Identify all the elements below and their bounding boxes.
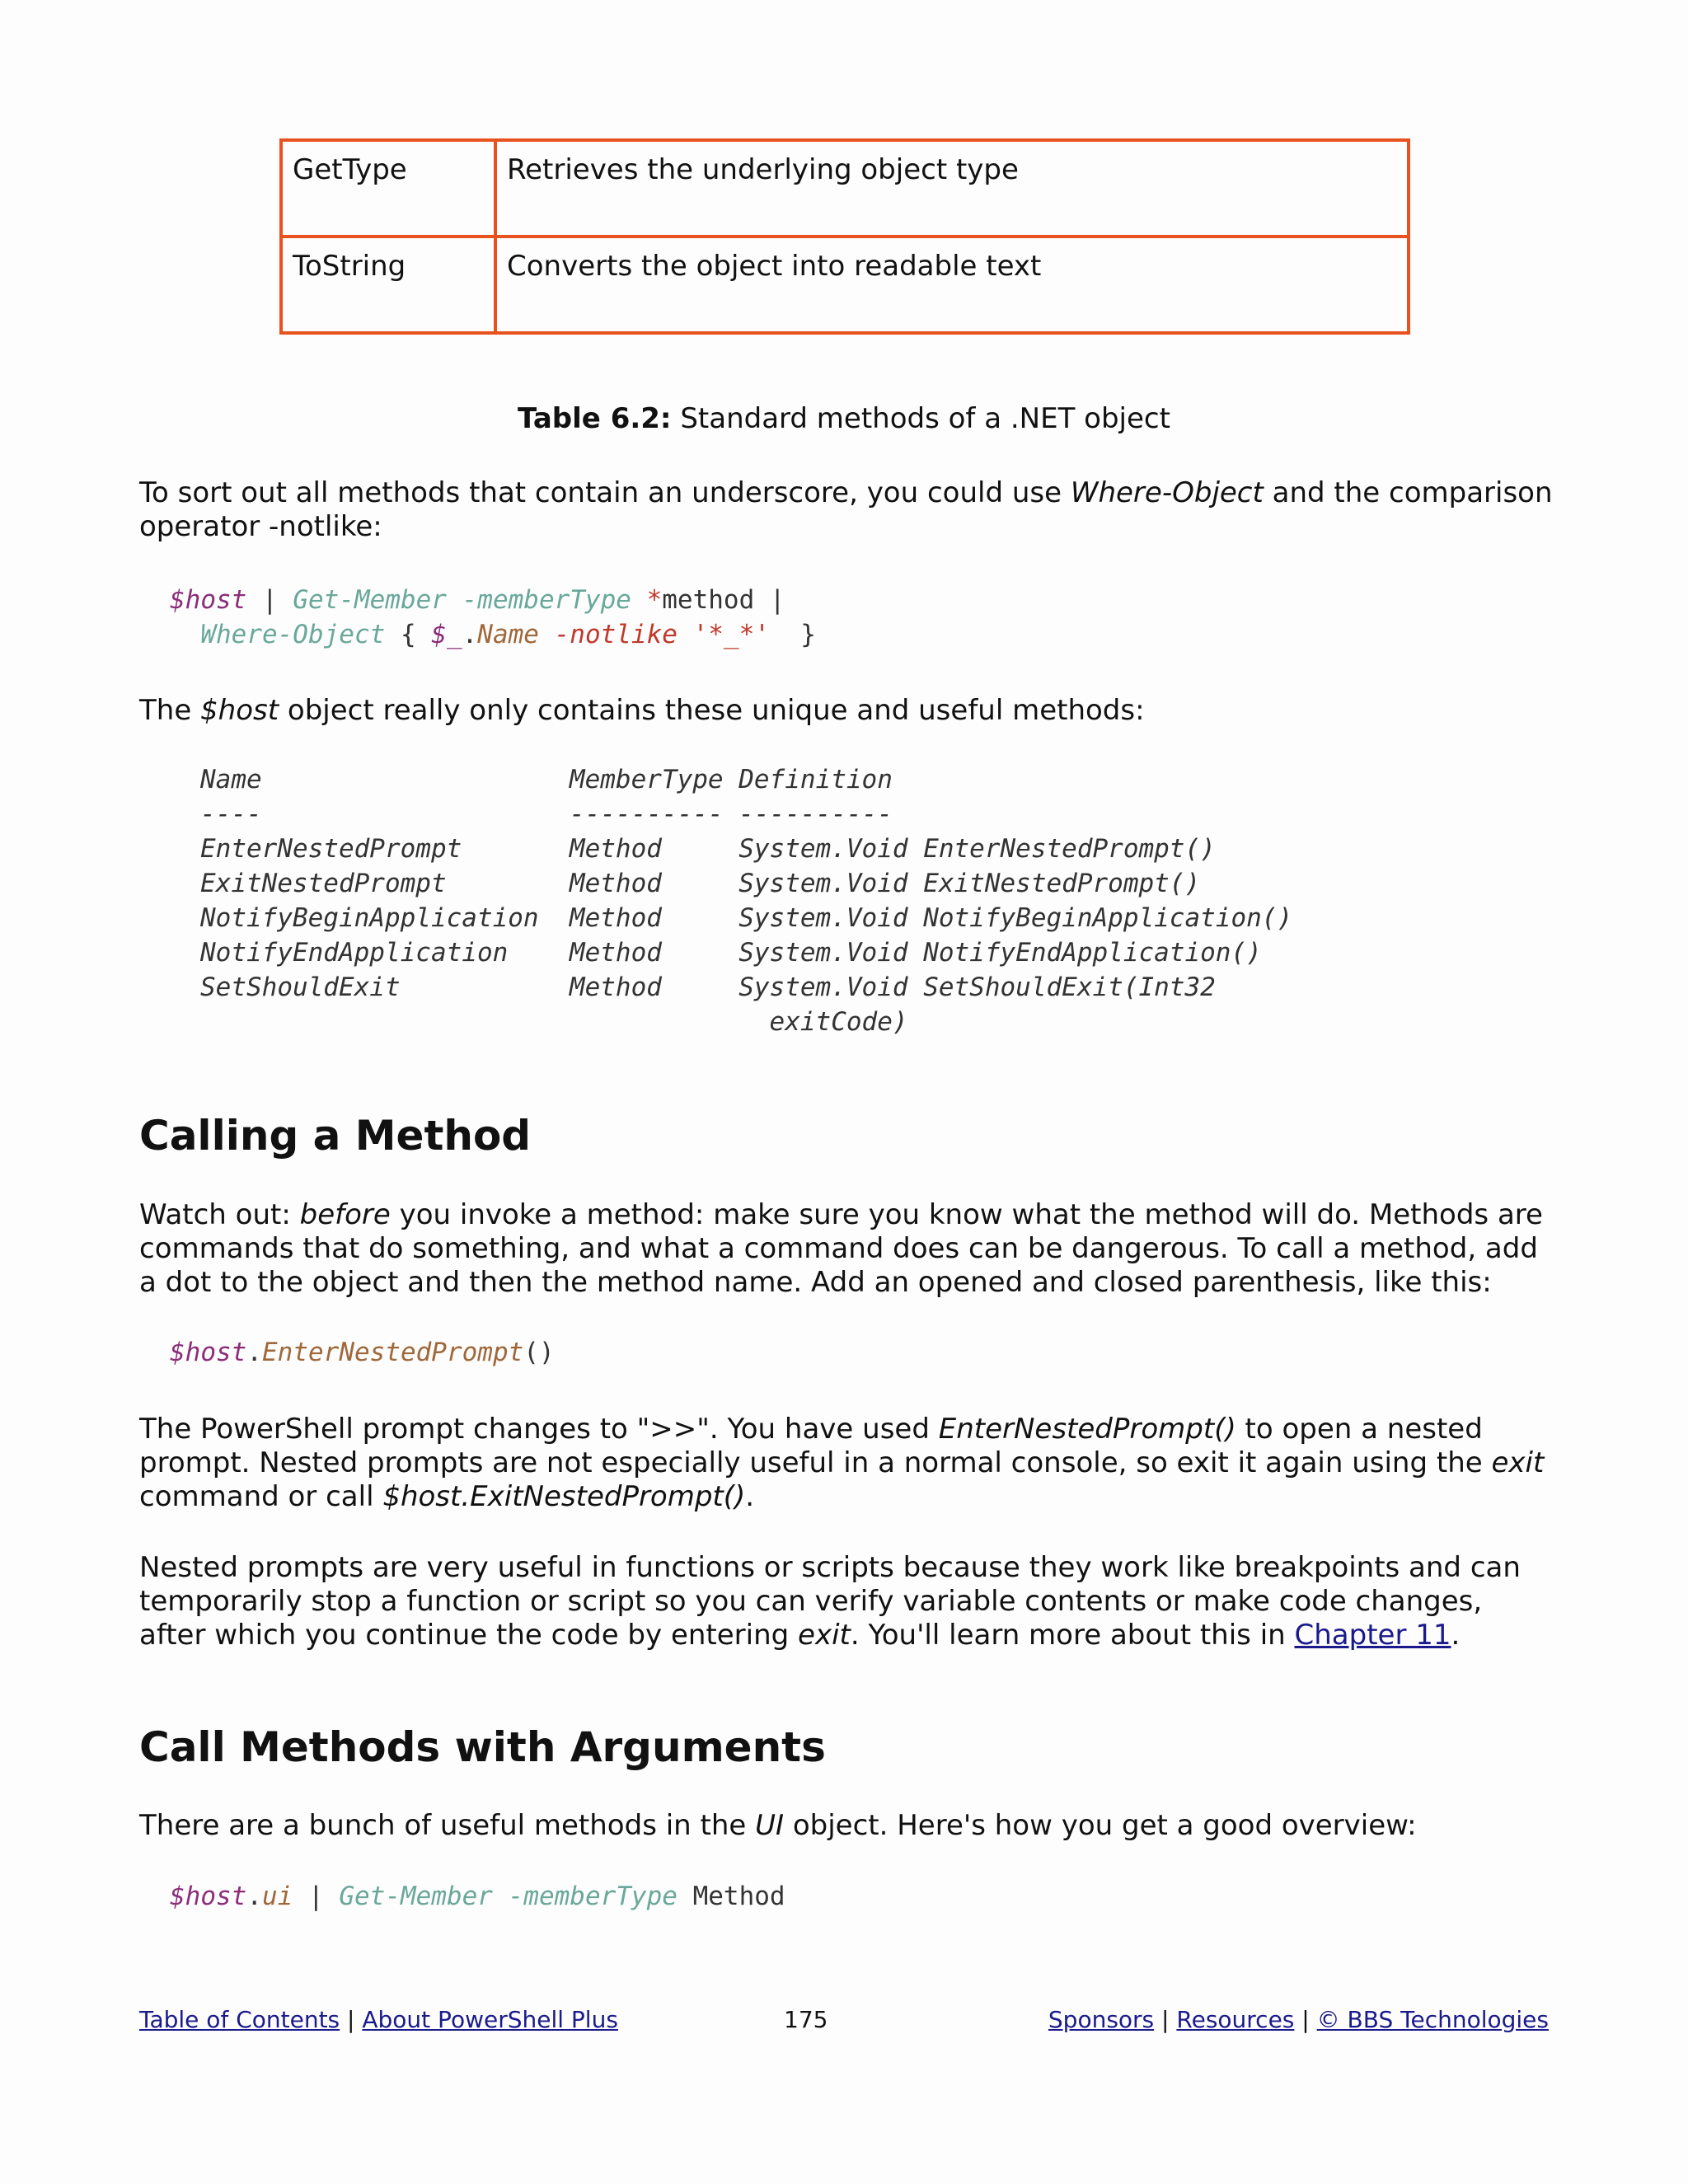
sponsors-link[interactable]: Sponsors bbox=[1048, 2006, 1155, 2033]
paragraph bbox=[139, 1809, 1557, 1843]
code-block bbox=[170, 1335, 555, 1370]
about-powershell-plus-link[interactable]: About PowerShell Plus bbox=[362, 2006, 618, 2033]
code-token: { bbox=[385, 620, 432, 649]
text-run: . bbox=[745, 1480, 755, 1513]
code-token: | bbox=[293, 1882, 340, 1911]
methods-table bbox=[279, 138, 1410, 335]
paragraph bbox=[139, 1198, 1557, 1300]
table-row bbox=[281, 237, 1409, 333]
separator: | bbox=[340, 2006, 363, 2033]
table-caption bbox=[0, 402, 1688, 435]
separator: | bbox=[1294, 2006, 1317, 2033]
code-block bbox=[170, 583, 816, 652]
caption-text: Standard methods of a .NET object bbox=[671, 402, 1170, 435]
emphasis: Where-Object bbox=[1070, 476, 1264, 509]
text-run: The PowerShell prompt changes to ">>". You have used bbox=[139, 1413, 939, 1446]
text-run: . bbox=[1451, 1619, 1461, 1652]
code-token: . bbox=[246, 1882, 262, 1911]
output-line: NotifyBeginApplication Method System.Void NotifyBeginApplication() bbox=[200, 903, 1293, 933]
text-run: To sort out all methods that contain an underscore, you could use bbox=[139, 476, 1071, 509]
code-token: $host bbox=[170, 1882, 247, 1911]
output-line: ExitNestedPrompt Method System.Void ExitNestedPrompt() bbox=[200, 869, 1201, 898]
code-token: * bbox=[646, 585, 663, 615]
emphasis: exit bbox=[798, 1619, 851, 1652]
section-heading: Call Methods with Arguments bbox=[139, 1723, 826, 1771]
code-token: Name bbox=[477, 620, 539, 649]
output-line: ---- ---------- ---------- bbox=[200, 799, 893, 829]
code-token: . bbox=[246, 1338, 262, 1367]
output-line: Name MemberType Definition bbox=[200, 765, 893, 794]
code-token: Get-Member -memberType bbox=[293, 585, 647, 615]
emphasis: UI bbox=[755, 1809, 785, 1842]
table-row bbox=[281, 140, 1409, 237]
code-block bbox=[170, 1879, 785, 1914]
code-token: '*_*' bbox=[692, 620, 770, 649]
caption-label: Table 6.2: bbox=[518, 402, 672, 435]
paragraph bbox=[139, 1551, 1557, 1652]
code-token: | bbox=[246, 585, 293, 615]
text-run: The bbox=[139, 694, 201, 727]
paragraph bbox=[139, 694, 1557, 728]
command-output bbox=[200, 762, 1292, 1039]
emphasis: $host.ExitNestedPrompt() bbox=[382, 1480, 746, 1513]
text-run: Watch out: bbox=[139, 1198, 300, 1231]
code-token: $host bbox=[170, 1338, 247, 1367]
code-token: Get-Member -memberType bbox=[339, 1882, 693, 1911]
text-run: to open a nested prompt. Nested prompts are not especially useful in a normal console, so exit it again using the bbox=[139, 1413, 1492, 1479]
code-token: EnterNestedPrompt bbox=[262, 1338, 524, 1367]
code-token: $_ bbox=[431, 620, 462, 649]
text-run: command or call bbox=[139, 1480, 383, 1513]
resources-link[interactable]: Resources bbox=[1176, 2006, 1295, 2033]
code-token: method bbox=[662, 585, 755, 615]
text-run: and the comparison operator -notlike: bbox=[139, 476, 1553, 543]
code-token: . bbox=[462, 620, 478, 649]
page-number: 175 bbox=[784, 2006, 828, 2033]
method-desc-cell: Converts the object into readable text bbox=[495, 237, 1409, 333]
separator: | bbox=[1154, 2006, 1177, 2033]
text-run: . You'll learn more about this in bbox=[850, 1619, 1295, 1652]
code-token: ui bbox=[262, 1882, 293, 1911]
emphasis: $host bbox=[200, 694, 279, 727]
text-run: object really only contains these unique and useful methods: bbox=[279, 694, 1145, 727]
emphasis: exit bbox=[1491, 1446, 1545, 1479]
emphasis: EnterNestedPrompt() bbox=[938, 1413, 1236, 1446]
copyright-link[interactable]: © BBS Technologies bbox=[1316, 2006, 1549, 2033]
code-token: -notlike bbox=[538, 620, 693, 649]
method-desc-cell: Retrieves the underlying object type bbox=[495, 140, 1409, 237]
output-line: exitCode) bbox=[200, 1007, 908, 1037]
text-run: Nested prompts are very useful in functions or scripts because they work like breakpoints and can temporarily stop a function or script so you can verify variable contents or make code changes, after which you continue the code by entering bbox=[139, 1551, 1521, 1652]
footer-left bbox=[139, 2006, 618, 2034]
paragraph bbox=[139, 1413, 1557, 1514]
text-run: There are a bunch of useful methods in the bbox=[139, 1809, 756, 1842]
output-line: NotifyEndApplication Method System.Void NotifyEndApplication() bbox=[200, 938, 1262, 968]
code-token: } bbox=[769, 620, 816, 649]
method-name-cell: GetType bbox=[281, 140, 495, 237]
output-line: SetShouldExit Method System.Void SetShouldExit(Int32 bbox=[200, 972, 1216, 1002]
code-token: $host bbox=[170, 585, 247, 615]
text-run: object. Here's how you get a good overview: bbox=[784, 1809, 1417, 1842]
section-heading: Calling a Method bbox=[139, 1112, 532, 1160]
emphasis: before bbox=[299, 1198, 391, 1231]
code-token: | bbox=[754, 585, 785, 615]
code-token: Where-Object bbox=[200, 620, 386, 649]
chapter-link[interactable]: Chapter 11 bbox=[1294, 1619, 1451, 1652]
table-of-contents-link[interactable]: Table of Contents bbox=[139, 2006, 340, 2033]
text-run: you invoke a method: make sure you know what the method will do. Methods are commands that do something, and what a command does can be dangerous. To call a method, add a dot to the object and then the method name. Add an opened and closed parenthesis, like this: bbox=[139, 1198, 1543, 1299]
code-token: () bbox=[523, 1338, 555, 1367]
footer-right bbox=[1048, 2006, 1549, 2034]
code-token: Method bbox=[692, 1882, 785, 1911]
paragraph bbox=[139, 476, 1557, 544]
method-name-cell: ToString bbox=[281, 237, 495, 333]
output-line: EnterNestedPrompt Method System.Void EnterNestedPrompt() bbox=[200, 834, 1216, 864]
